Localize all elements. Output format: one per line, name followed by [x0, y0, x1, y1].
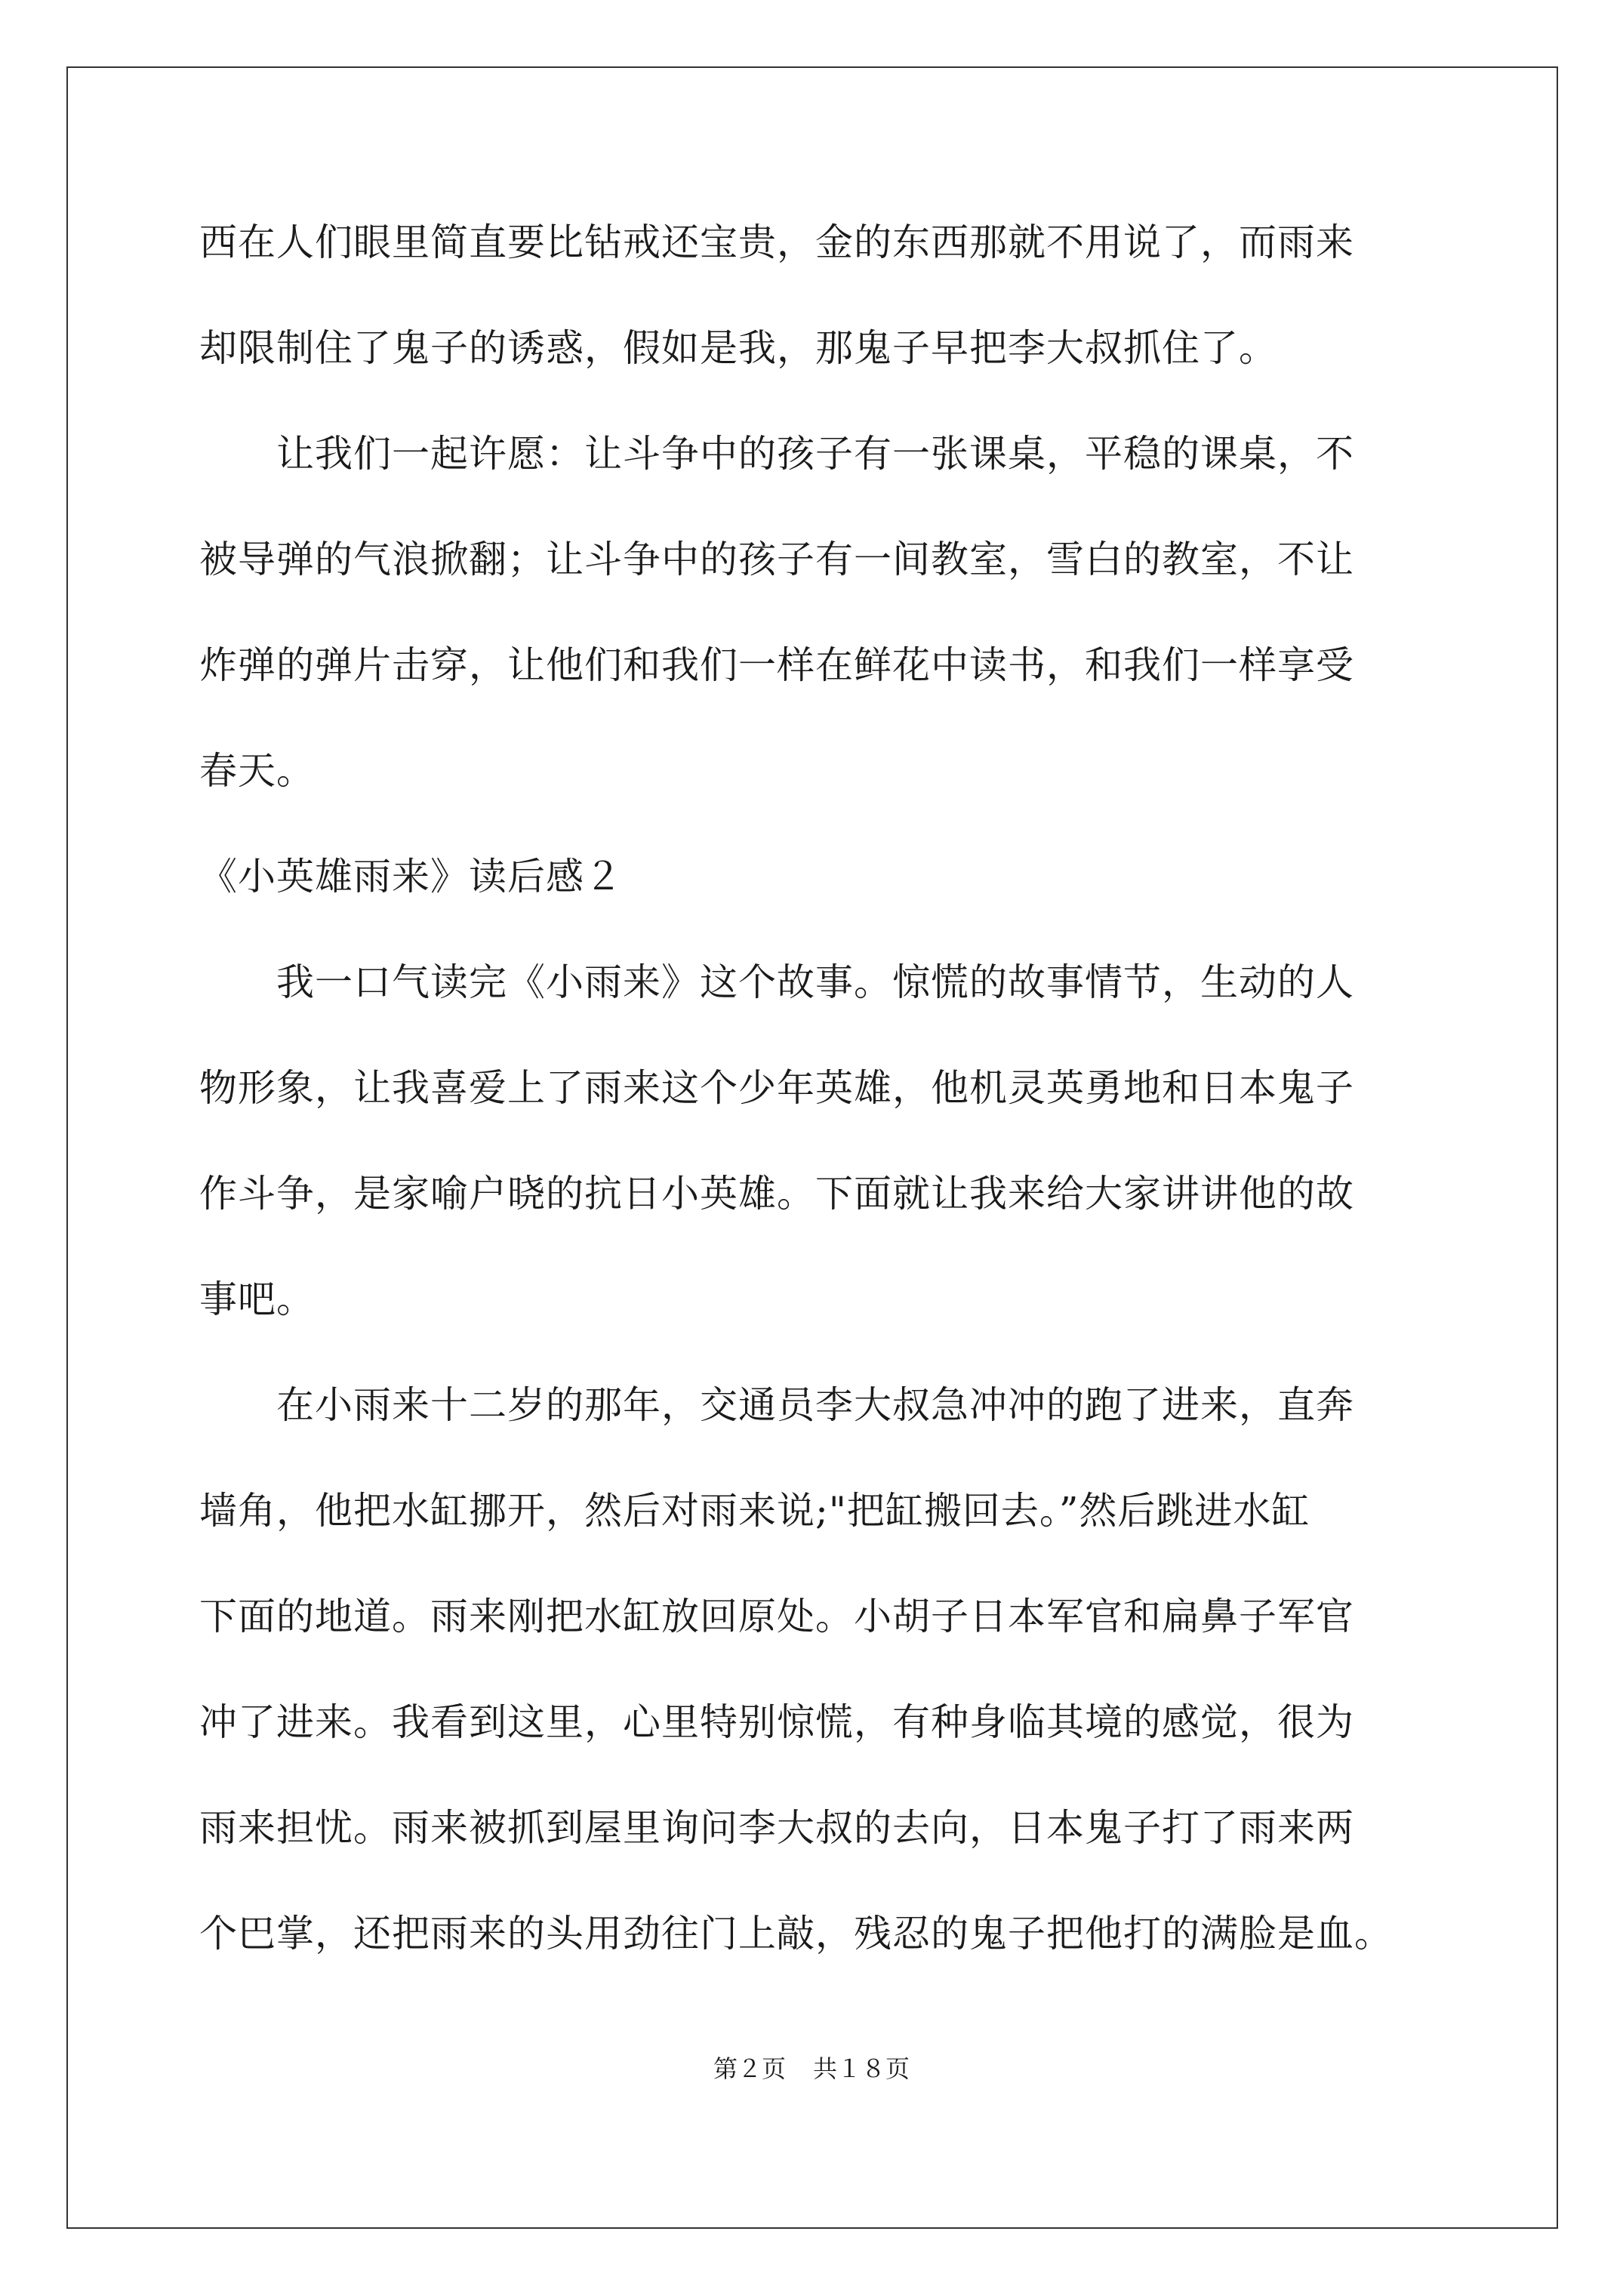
text-line: 墙角，他把水缸挪开，然后对雨来说;"把缸搬回去。”然后跳进水缸 — [199, 1489, 1310, 1533]
text-line: 在小雨来十二岁的那年，交通员李大叔急冲冲的跑了进来，直奔 — [199, 1383, 1354, 1427]
text-line: 却限制住了鬼子的诱惑，假如是我，那鬼子早把李大叔抓住了。 — [199, 326, 1277, 370]
text-line: 让我们一起许愿：让斗争中的孩子有一张课桌，平稳的课桌，不 — [199, 432, 1354, 476]
text-line: 西在人们眼里简直要比钻戒还宝贵，金的东西那就不用说了，而雨来 — [199, 220, 1354, 264]
text-line: 事吧。 — [199, 1277, 315, 1321]
text-line: 雨来担忧。雨来被抓到屋里询问李大叔的去向，日本鬼子打了雨来两 — [199, 1806, 1354, 1850]
text-line: 作斗争，是家喻户晓的抗日小英雄。下面就让我来给大家讲讲他的故 — [199, 1172, 1354, 1216]
text-line: 下面的地道。雨来刚把水缸放回原处。小胡子日本军官和扁鼻子军官 — [199, 1595, 1354, 1638]
text-line: 冲了进来。我看到这里，心里特别惊慌，有种身临其境的感觉，很为 — [199, 1700, 1354, 1744]
section-heading: 《小英雄雨来》读后感２ — [199, 855, 623, 898]
text-line: 春天。 — [199, 749, 315, 793]
page-total: 共１８页 — [813, 2054, 910, 2083]
text-line: 个巴掌，还把雨来的头用劲往门上敲，残忍的鬼子把他打的满脸是血。 — [199, 1912, 1393, 1955]
page-footer — [0, 2054, 1623, 2084]
text-line: 被导弹的气浪掀翻；让斗争中的孩子有一间教室，雪白的教室，不让 — [199, 538, 1354, 581]
document-body — [199, 216, 1437, 1960]
page-number: 第２页 — [713, 2054, 786, 2083]
text-line: 物形象，让我喜爱上了雨来这个少年英雄，他机灵英勇地和日本鬼子 — [199, 1066, 1354, 1110]
text-line: 炸弹的弹片击穿，让他们和我们一样在鲜花中读书，和我们一样享受 — [199, 643, 1354, 687]
text-line: 我一口气读完《小雨来》这个故事。惊慌的故事情节，生动的人 — [199, 960, 1354, 1004]
